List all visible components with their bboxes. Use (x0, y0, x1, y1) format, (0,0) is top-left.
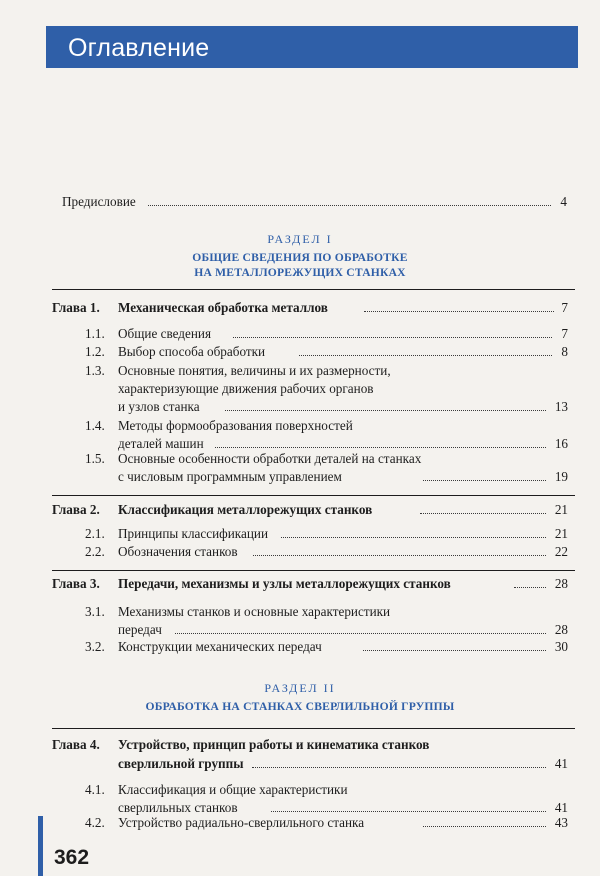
chapter-4-row (52, 736, 568, 772)
chapter-3-page: 28 (554, 576, 568, 591)
section-2-title: РАЗДЕЛ II (264, 681, 336, 695)
chapter-1-title: Механическая обработка металлов (118, 300, 328, 315)
footer-accent-bar (38, 816, 43, 876)
chapter-4-rule (52, 728, 575, 729)
chapter-3-row (52, 575, 568, 592)
toc-item-4-2: 4.2. Устройство радиально-сверлильного станка 43 (85, 815, 568, 830)
chapter-4-title-line2: сверлильной группы (118, 756, 244, 771)
chapter-4-label: Глава 4. (52, 737, 100, 752)
chapter-1-row (52, 299, 568, 316)
chapter-1-page: 7 (561, 300, 568, 315)
preface-page: 4 (560, 194, 567, 209)
section-1-heading-line1: ОБЩИЕ СВЕДЕНИЯ ПО ОБРАБОТКЕ (192, 251, 408, 264)
section-2-heading: ОБРАБОТКА НА СТАНКАХ СВЕРЛИЛЬНОЙ ГРУППЫ (145, 700, 455, 713)
toc-preface (62, 193, 567, 210)
toc-item-1-4: 1.4. Методы формообразования поверхностей деталей машин 16 (85, 418, 568, 451)
toc-item-2-2: 2.2. Обозначения станков 22 (85, 544, 568, 559)
section-1-heading-line2: НА МЕТАЛЛОРЕЖУЩИХ СТАНКАХ (194, 266, 406, 279)
chapter-2-title: Классификация металлорежущих станков (118, 502, 373, 517)
chapter-3-title: Передачи, механизмы и узлы металлорежущих станков (118, 576, 451, 591)
toc-item-1-3: 1.3. Основные понятия, величины и их размерности, характеризующие движения рабочих органов и узлов станка 13 (85, 363, 568, 414)
toc-item-1-2: 1.2. Выбор способа обработки 8 (85, 344, 568, 359)
chapter-4-page: 41 (554, 756, 568, 771)
chapter-2-row (52, 501, 568, 518)
section-1-title: РАЗДЕЛ I (267, 232, 333, 246)
toc-item-4-1: 4.1. Классификация и общие характеристики сверлильных станков 41 (85, 782, 568, 815)
toc-item-3-1: 3.1. Механизмы станков и основные характеристики передач 28 (85, 604, 568, 637)
page-number: 362 (54, 846, 90, 869)
chapter-2-label: Глава 2. (52, 502, 100, 517)
toc-item-1-1: 1.1. Общие сведения 7 (85, 326, 568, 341)
chapter-1-rule (52, 289, 575, 290)
chapter-2-rule (52, 495, 575, 496)
chapter-1-label: Глава 1. (52, 300, 100, 315)
toc-item-2-1: 2.1. Принципы классификации 21 (85, 526, 568, 541)
chapter-4-title-line1: Устройство, принцип работы и кинематика станков (118, 737, 430, 752)
toc-item-1-5: 1.5. Основные особенности обработки деталей на станках с числовым программным управлением 19 (85, 451, 568, 484)
preface-label: Предисловие (62, 194, 136, 209)
chapter-3-label: Глава 3. (52, 576, 100, 591)
toc-item-3-2: 3.2. Конструкции механических передач 30 (85, 639, 568, 654)
chapter-3-rule (52, 570, 575, 571)
chapter-2-page: 21 (554, 502, 568, 517)
page-title: Оглавление (68, 34, 210, 62)
